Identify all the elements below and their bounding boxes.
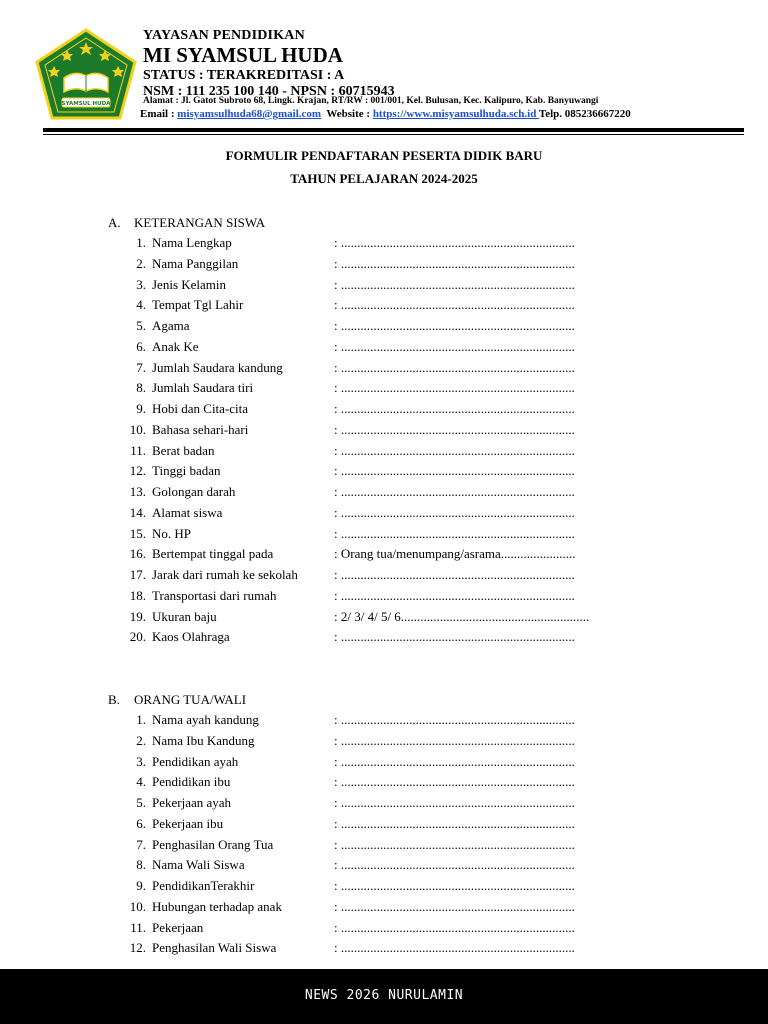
- form-field-row: [0, 899, 768, 919]
- form-field-row: [0, 774, 768, 794]
- field-label: Kaos Olahraga: [152, 629, 230, 645]
- field-blank[interactable]: : ........................................................................: [334, 442, 575, 458]
- email-link[interactable]: misyamsulhuda68@gmail.com: [177, 108, 322, 120]
- field-label: Pendidikan ayah: [152, 753, 239, 769]
- field-label: Pekerjaan ibu: [152, 815, 224, 831]
- field-label: Nama Wali Siswa: [152, 857, 245, 873]
- form-field-row: [0, 712, 768, 732]
- field-number: 7.: [136, 836, 146, 852]
- field-number: 20.: [129, 629, 146, 645]
- accreditation-status: STATUS : TERAKREDITASI : A: [143, 68, 345, 83]
- field-label: Agama: [152, 318, 190, 333]
- section-b-title: ORANG TUA/WALI: [134, 692, 247, 707]
- field-number: 7.: [136, 359, 146, 375]
- website-link[interactable]: https://www.misyamsulhuda.sch.id: [372, 108, 539, 120]
- field-number: 8.: [136, 380, 146, 396]
- form-field-row: [0, 857, 768, 877]
- field-number: 12.: [129, 463, 146, 479]
- field-label: Pendidikan ibu: [152, 774, 231, 790]
- field-blank[interactable]: : ........................................................................: [334, 940, 575, 956]
- field-label: Jumlah Saudara kandung: [152, 359, 283, 375]
- field-number: 14.: [129, 504, 146, 520]
- form-field-row: [0, 629, 768, 649]
- form-field-row: [0, 422, 768, 442]
- field-number: 15.: [129, 525, 146, 541]
- field-number: 4.: [136, 297, 146, 313]
- field-blank[interactable]: : ........................................................................: [334, 753, 575, 769]
- form-field-row: [0, 816, 768, 836]
- field-blank[interactable]: : ........................................................................: [334, 732, 575, 748]
- form-field-row: [0, 256, 768, 276]
- field-blank[interactable]: : ........................................................................: [334, 401, 575, 416]
- field-label: Pekerjaan ayah: [152, 795, 232, 810]
- header-divider-thin: [43, 134, 744, 135]
- field-number: 11.: [130, 919, 146, 935]
- field-number: 3.: [136, 753, 146, 769]
- field-number: 13.: [129, 484, 146, 499]
- field-number: 16.: [129, 546, 146, 562]
- field-number: 4.: [136, 774, 146, 790]
- field-blank[interactable]: : Orang tua/menumpang/asrama.......................: [334, 546, 576, 562]
- email-label: Email :: [140, 108, 178, 120]
- form-field-row: [0, 546, 768, 566]
- field-blank[interactable]: : ........................................................................: [334, 380, 575, 396]
- form-field-row: [0, 339, 768, 359]
- form-field-row: [0, 754, 768, 774]
- field-blank[interactable]: : ........................................................................: [334, 276, 575, 292]
- field-label: Alamat siswa: [152, 504, 223, 520]
- field-number: 2.: [136, 255, 146, 271]
- form-field-row: [0, 795, 768, 815]
- field-blank[interactable]: : ........................................................................: [334, 297, 575, 313]
- field-label: Tinggi badan: [152, 463, 221, 479]
- field-number: 12.: [129, 940, 146, 956]
- field-label: Hubungan terhadap anak: [152, 898, 282, 914]
- field-number: 1.: [136, 712, 146, 727]
- field-label: Transportasi dari rumah: [152, 587, 277, 603]
- form-field-row: [0, 567, 768, 587]
- field-blank[interactable]: : ........................................................................: [334, 629, 575, 645]
- form-field-row: [0, 920, 768, 940]
- field-number: 10.: [129, 898, 146, 914]
- field-blank[interactable]: : ........................................................................: [334, 857, 575, 873]
- field-blank[interactable]: : ........................................................................: [334, 504, 575, 520]
- form-field-row: [0, 443, 768, 463]
- field-blank[interactable]: : ........................................................................: [334, 712, 575, 727]
- field-blank[interactable]: : ........................................................................: [334, 421, 575, 437]
- field-label: Berat badan: [152, 442, 215, 458]
- foundation-name: YAYASAN PENDIDIKAN: [143, 28, 305, 43]
- field-label: Jarak dari rumah ke sekolah: [152, 567, 298, 582]
- field-blank[interactable]: : ........................................................................: [334, 878, 575, 893]
- field-label: Pekerjaan: [152, 919, 204, 935]
- field-blank[interactable]: : ........................................................................: [334, 919, 575, 935]
- form-field-row: [0, 318, 768, 338]
- field-label: Nama Panggilan: [152, 255, 239, 271]
- school-logo-icon: [34, 28, 138, 120]
- phone-number: Telp. 085236667220: [538, 108, 631, 120]
- form-field-row: [0, 505, 768, 525]
- field-blank[interactable]: : ........................................................................: [334, 359, 575, 375]
- form-field-row: [0, 380, 768, 400]
- field-label: No. HP: [152, 525, 192, 541]
- field-blank[interactable]: : ........................................................................: [334, 587, 575, 603]
- section-a-letter: A.: [108, 215, 121, 230]
- field-blank[interactable]: : ........................................................................: [334, 815, 575, 831]
- form-field-row: [0, 837, 768, 857]
- school-ids: NSM : 111 235 100 140 - NPSN : 60715943: [143, 84, 395, 99]
- field-label: Hobi dan Cita-cita: [152, 401, 249, 416]
- field-label: Jumlah Saudara tiri: [152, 380, 254, 396]
- form-field-row: [0, 484, 768, 504]
- field-blank[interactable]: : ........................................................................: [334, 235, 575, 250]
- section-a-title: KETERANGAN SISWA: [134, 215, 266, 230]
- field-blank[interactable]: : 2/ 3/ 4/ 5/ 6..........................................................: [334, 608, 590, 624]
- field-label: Bahasa sehari-hari: [152, 421, 249, 437]
- field-blank[interactable]: : ........................................................................: [334, 484, 575, 499]
- field-label: Anak Ke: [152, 338, 199, 354]
- field-label: Tempat Tgl Lahir: [152, 297, 244, 313]
- form-field-row: [0, 526, 768, 546]
- form-field-row: [0, 588, 768, 608]
- field-label: PendidikanTerakhir: [152, 878, 255, 893]
- logo-banner-text: SYAMSUL HUDA: [61, 101, 111, 107]
- school-name: MI SYAMSUL HUDA: [143, 43, 343, 67]
- header-divider-thick: [43, 128, 744, 132]
- field-label: Jenis Kelamin: [152, 276, 227, 292]
- field-blank[interactable]: : ........................................................................: [334, 525, 575, 541]
- field-number: 11.: [130, 442, 146, 458]
- field-number: 3.: [136, 276, 146, 292]
- field-number: 5.: [136, 795, 146, 810]
- field-label: Penghasilan Wali Siswa: [152, 940, 277, 956]
- field-blank[interactable]: : ........................................................................: [334, 338, 575, 354]
- field-number: 19.: [129, 608, 146, 624]
- field-blank[interactable]: : ........................................................................: [334, 795, 575, 810]
- field-blank[interactable]: : ........................................................................: [334, 898, 575, 914]
- footer-bar: [0, 969, 768, 1024]
- field-blank[interactable]: : ........................................................................: [334, 774, 575, 790]
- section-b-letter: B.: [108, 692, 120, 707]
- field-label: Penghasilan Orang Tua: [152, 836, 274, 852]
- field-label: Nama ayah kandung: [152, 712, 259, 727]
- section-b-heading: [108, 692, 246, 708]
- form-field-row: [0, 401, 768, 421]
- field-blank[interactable]: : ........................................................................: [334, 255, 575, 271]
- field-label: Ukuran baju: [152, 608, 217, 624]
- field-blank[interactable]: : ........................................................................: [334, 836, 575, 852]
- field-number: 8.: [136, 857, 146, 873]
- field-number: 18.: [129, 587, 146, 603]
- field-number: 6.: [136, 338, 146, 354]
- field-blank[interactable]: : ........................................................................: [334, 463, 575, 479]
- form-field-row: [0, 277, 768, 297]
- field-number: 9.: [136, 401, 146, 416]
- form-field-row: [0, 235, 768, 255]
- field-number: 9.: [136, 878, 146, 893]
- field-number: 10.: [129, 421, 146, 437]
- field-number: 6.: [136, 815, 146, 831]
- field-label: Nama Lengkap: [152, 235, 232, 250]
- website-label: Website :: [321, 108, 373, 120]
- school-identity: [143, 27, 395, 100]
- field-blank[interactable]: : ........................................................................: [334, 567, 575, 582]
- letterhead: [0, 0, 768, 135]
- field-label: Bertempat tinggal pada: [152, 546, 274, 562]
- field-label: Nama Ibu Kandung: [152, 732, 255, 748]
- form-field-row: [0, 297, 768, 317]
- form-field-row: [0, 733, 768, 753]
- field-number: 17.: [129, 567, 146, 582]
- field-label: Golongan darah: [152, 484, 236, 499]
- form-subtitle: TAHUN PELAJARAN 2024-2025: [290, 171, 478, 186]
- form-title: FORMULIR PENDAFTARAN PESERTA DIDIK BARU: [225, 148, 543, 163]
- form-field-row: [0, 940, 768, 960]
- form-field-row: [0, 609, 768, 629]
- footer-text: NEWS 2026 NURULAMIN: [304, 988, 464, 1003]
- section-a-heading: [108, 215, 265, 231]
- field-blank[interactable]: : ........................................................................: [334, 318, 575, 333]
- school-address: Alamat : Jl. Gatot Subroto 68, Lingk. Krajan, RT/RW : 001/001, Kel. Bulusan, Kec. Kalipuro, Kab. Banyuwangi: [143, 96, 599, 106]
- field-number: 2.: [136, 732, 146, 748]
- form-field-row: [0, 360, 768, 380]
- form-field-row: [0, 878, 768, 898]
- form-field-row: [0, 463, 768, 483]
- contact-line: [140, 108, 631, 120]
- field-number: 5.: [136, 318, 146, 333]
- field-number: 1.: [136, 235, 146, 250]
